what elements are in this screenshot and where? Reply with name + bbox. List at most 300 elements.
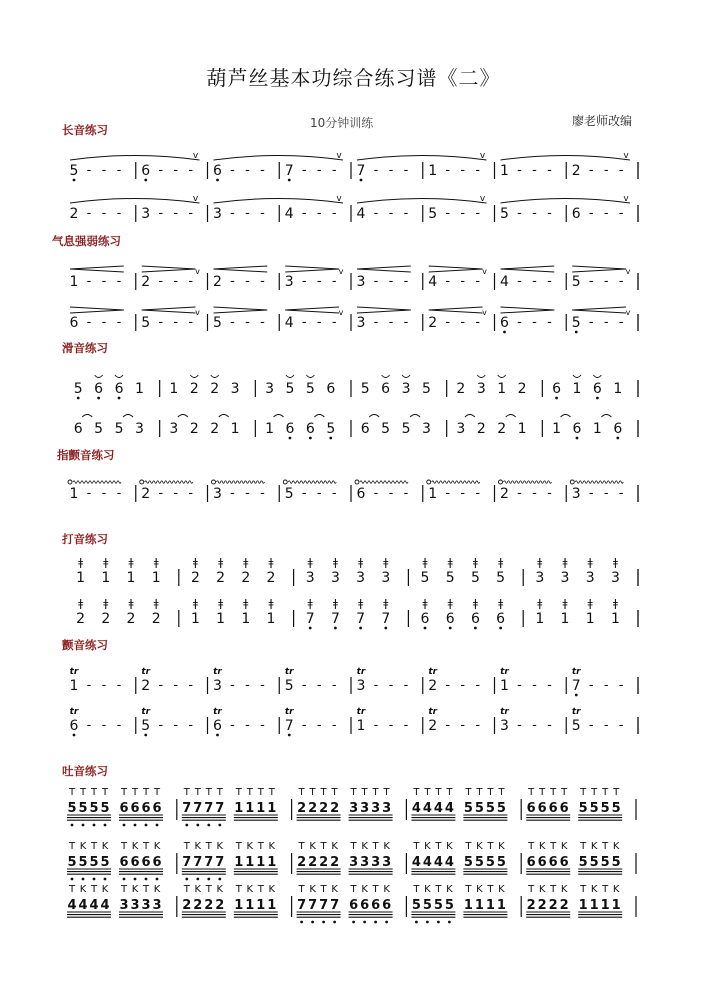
note: 1 <box>267 898 277 913</box>
note: 4 <box>422 801 432 816</box>
tap-mark: ǂ <box>612 556 618 569</box>
dash: - <box>158 678 164 693</box>
dash: - <box>532 315 537 330</box>
note: 2 <box>141 678 151 694</box>
trill-mark: tr <box>213 667 222 677</box>
note: 1 <box>600 898 610 913</box>
note: 4 <box>411 801 421 816</box>
note: 1 <box>69 678 79 694</box>
dash: - <box>547 718 552 733</box>
note: 5 <box>578 801 588 816</box>
note: 1 <box>76 570 86 586</box>
slide-mark <box>95 375 103 378</box>
note: 1 <box>610 611 620 627</box>
dash: - <box>475 718 481 733</box>
section-label-slide: 滑音练习 <box>62 341 108 355</box>
tongue-syllable: T <box>131 787 139 798</box>
note: 4 <box>433 801 443 816</box>
note: 2 <box>69 206 79 222</box>
low-octave-dot <box>218 878 221 881</box>
note: 2 <box>215 898 225 913</box>
note: 1 <box>69 486 79 502</box>
note: 6 <box>496 611 506 627</box>
dash: - <box>260 315 265 330</box>
dash: - <box>331 163 337 178</box>
trill-mark: tr <box>356 667 366 677</box>
note: 7 <box>356 163 366 179</box>
tongue-syllable: K <box>246 884 254 895</box>
note: 6 <box>305 421 315 437</box>
note: 5 <box>445 570 455 586</box>
dash: - <box>101 315 107 330</box>
dash: - <box>173 315 179 330</box>
note: 1 <box>613 381 623 397</box>
dash: - <box>373 486 379 501</box>
dash: - <box>460 678 466 693</box>
note: 1 <box>611 898 621 913</box>
dash: - <box>316 315 322 330</box>
note: 5 <box>401 421 411 437</box>
dash: - <box>532 678 537 693</box>
trill-mark: tr <box>284 667 294 677</box>
tongue-syllable: T <box>153 787 161 798</box>
dash: - <box>445 678 451 693</box>
note: 7 <box>182 855 192 870</box>
tongue-syllable: T <box>528 884 535 895</box>
low-octave-dot <box>77 397 80 400</box>
vibrato-mark <box>570 480 574 484</box>
note: 5 <box>444 898 454 913</box>
tap-mark: ǂ <box>383 556 389 569</box>
dash: - <box>388 678 394 693</box>
dynamics-hairpin <box>429 269 483 272</box>
note: 6 <box>119 855 129 870</box>
note: 1 <box>572 381 582 397</box>
tap-mark: ǂ <box>268 556 274 569</box>
breath-mark: v <box>336 151 342 161</box>
tongue-syllable: T <box>331 787 338 798</box>
tap-mark: ǂ <box>383 597 389 610</box>
dash: - <box>316 163 322 178</box>
slide-mark <box>402 375 410 378</box>
dash: - <box>173 486 179 501</box>
tap-mark: ǂ <box>307 556 313 569</box>
note: 2 <box>76 611 86 627</box>
dynamics-hairpin <box>501 266 555 269</box>
dash: - <box>475 206 481 221</box>
slide-mark <box>211 375 219 378</box>
tongue-syllable: T <box>350 841 357 852</box>
note: 1 <box>428 163 438 179</box>
dash: - <box>388 274 394 289</box>
tap-mark: ǂ <box>358 556 364 569</box>
tongue-syllable: T <box>413 841 420 852</box>
tongue-syllable: K <box>612 884 620 895</box>
note: 6 <box>526 855 536 870</box>
note: 1 <box>560 611 570 627</box>
tongue-syllable: T <box>561 787 568 798</box>
tongue-syllable: T <box>268 787 275 798</box>
dash: - <box>188 206 194 221</box>
dash: - <box>301 163 307 178</box>
note: 6 <box>73 421 83 437</box>
note: 6 <box>470 611 480 627</box>
tongue-syllable: T <box>550 884 557 895</box>
dash: - <box>547 274 552 289</box>
low-octave-dot <box>73 734 76 737</box>
note: 1 <box>256 855 266 870</box>
note: 6 <box>213 718 222 734</box>
dash: - <box>331 486 337 501</box>
note: 1 <box>69 274 79 290</box>
tongue-syllable: K <box>498 884 505 895</box>
low-octave-dot <box>333 921 336 924</box>
dynamics-hairpin <box>142 266 196 269</box>
note: 5 <box>411 898 421 913</box>
dash: - <box>116 206 122 221</box>
note: 1 <box>552 421 562 437</box>
note: 6 <box>285 421 295 437</box>
note: 4 <box>411 855 421 870</box>
note: 7 <box>356 611 366 627</box>
note: 1 <box>517 421 527 437</box>
note: 2 <box>151 611 161 627</box>
note: 5 <box>360 381 370 397</box>
note: 6 <box>130 801 140 816</box>
note: 1 <box>267 801 277 816</box>
trill-mark: tr <box>213 707 222 717</box>
note: 1 <box>535 611 545 627</box>
dynamics-hairpin <box>142 310 196 313</box>
note: 2 <box>193 898 203 913</box>
dash: - <box>245 718 250 733</box>
note: 7 <box>284 163 294 179</box>
dash: - <box>403 274 409 289</box>
note: 1 <box>356 718 366 734</box>
dynamics-hairpin <box>285 307 339 310</box>
dash: - <box>460 315 466 330</box>
low-octave-dot <box>289 437 292 440</box>
tongue-syllable: T <box>350 884 357 895</box>
note: 3 <box>356 274 366 290</box>
dash: - <box>230 678 235 693</box>
dash: - <box>403 718 409 733</box>
dash: - <box>116 486 122 501</box>
note: 7 <box>204 801 214 816</box>
low-octave-dot <box>134 824 137 827</box>
note: 2 <box>319 801 329 816</box>
tap-mark: ǂ <box>562 597 568 610</box>
note: 2 <box>297 801 307 816</box>
note: 5 <box>589 855 599 870</box>
low-octave-dot <box>596 397 599 400</box>
tongue-syllable: K <box>361 841 368 852</box>
dash: - <box>158 274 164 289</box>
dash: - <box>517 315 522 330</box>
dash: - <box>532 274 537 289</box>
tongue-syllable: T <box>320 787 327 798</box>
dash: - <box>547 206 552 221</box>
dash: - <box>618 274 624 289</box>
tongue-syllable: T <box>372 787 379 798</box>
dash: - <box>532 163 537 178</box>
dash: - <box>116 678 122 693</box>
dash: - <box>460 206 466 221</box>
note: 3 <box>130 898 140 913</box>
low-octave-dot <box>134 878 137 881</box>
tongue-syllable: T <box>90 841 98 852</box>
note: 3 <box>371 801 381 816</box>
dash: - <box>532 206 537 221</box>
tongue-syllable: K <box>361 884 368 895</box>
dynamics-hairpin <box>501 307 555 310</box>
dash: - <box>230 163 235 178</box>
low-octave-dot <box>555 397 558 400</box>
dash: - <box>116 315 122 330</box>
low-octave-dot <box>156 878 159 881</box>
tongue-syllable: T <box>235 787 242 798</box>
note: 2 <box>204 898 214 913</box>
low-octave-dot <box>218 824 221 827</box>
dash: - <box>260 163 265 178</box>
dash: - <box>373 718 379 733</box>
note: 6 <box>94 381 104 397</box>
note: 5 <box>611 855 621 870</box>
tongue-syllable: T <box>350 787 357 798</box>
dash: - <box>373 315 379 330</box>
note: 2 <box>330 855 340 870</box>
dash: - <box>403 678 409 693</box>
note: 5 <box>500 206 509 222</box>
note: 6 <box>114 381 124 397</box>
tap-mark: ǂ <box>537 597 543 610</box>
low-octave-dot <box>82 878 85 881</box>
dash: - <box>101 274 107 289</box>
tongue-syllable: T <box>361 787 368 798</box>
tongue-syllable: T <box>476 787 483 798</box>
dash: - <box>173 274 179 289</box>
dash: - <box>188 678 194 693</box>
tongue-syllable: T <box>194 787 201 798</box>
dash: - <box>316 718 322 733</box>
note: 4 <box>444 801 454 816</box>
note: 6 <box>141 163 151 179</box>
note: 4 <box>89 898 99 913</box>
subtitle: 10分钟训练 <box>310 116 374 130</box>
low-octave-dot <box>93 878 96 881</box>
note: 4 <box>100 898 110 913</box>
note: 5 <box>474 855 484 870</box>
note: 6 <box>141 801 151 816</box>
low-octave-dot <box>322 921 325 924</box>
tongue-syllable: T <box>435 884 442 895</box>
dash: - <box>445 315 451 330</box>
note: 1 <box>234 898 244 913</box>
note: 5 <box>326 421 336 437</box>
dash: - <box>388 163 394 178</box>
tongue-syllable: T <box>487 884 494 895</box>
tongue-syllable: T <box>465 787 472 798</box>
trill-mark: tr <box>571 707 581 717</box>
dash: - <box>86 274 92 289</box>
note: 5 <box>67 801 77 816</box>
dash: - <box>475 274 481 289</box>
dash: - <box>618 678 624 693</box>
note: 3 <box>141 898 151 913</box>
dash: - <box>547 486 552 501</box>
note: 7 <box>330 611 340 627</box>
note: 6 <box>537 801 547 816</box>
note: 6 <box>152 855 162 870</box>
tap-mark: ǂ <box>422 556 428 569</box>
note: 5 <box>611 801 621 816</box>
note: 3 <box>141 206 151 222</box>
dynamics-hairpin <box>214 310 268 313</box>
note: 2 <box>213 274 222 290</box>
dash: - <box>618 163 624 178</box>
note: 3 <box>134 421 144 437</box>
low-octave-dot <box>196 824 199 827</box>
tongue-syllable: T <box>257 787 264 798</box>
note: 1 <box>267 855 277 870</box>
note: 1 <box>578 898 588 913</box>
tap-mark: ǂ <box>472 597 478 610</box>
breath-mark: v <box>195 267 200 276</box>
low-octave-dot <box>156 824 159 827</box>
low-octave-dot <box>334 627 337 630</box>
dash: - <box>245 206 250 221</box>
slide-mark <box>573 375 581 378</box>
slur <box>70 199 200 204</box>
dash: - <box>460 163 466 178</box>
trill-mark: tr <box>571 667 581 677</box>
section-label-trill: 颤音练习 <box>62 638 108 652</box>
note: 6 <box>420 611 430 627</box>
trill-mark: tr <box>69 667 79 677</box>
dash: - <box>373 274 379 289</box>
dynamics-hairpin <box>501 269 555 272</box>
tongue-syllable: T <box>142 841 150 852</box>
low-octave-dot <box>448 921 451 924</box>
dynamics-hairpin <box>572 269 626 272</box>
slide-mark <box>314 415 324 418</box>
note: 6 <box>559 801 569 816</box>
slide-mark <box>601 415 611 418</box>
dynamics-hairpin <box>572 310 626 313</box>
tap-mark: ǂ <box>332 597 338 610</box>
breath-mark: v <box>479 151 486 161</box>
dash: - <box>331 206 337 221</box>
tap-mark: ǂ <box>472 556 478 569</box>
slide-mark <box>123 415 133 418</box>
vibrato-mark <box>68 480 72 484</box>
dash: - <box>588 315 594 330</box>
dynamics-hairpin <box>70 307 124 310</box>
note: 3 <box>382 855 392 870</box>
note: 3 <box>169 421 179 437</box>
note: 7 <box>215 801 225 816</box>
tap-mark: ǂ <box>498 597 504 610</box>
vibrato-line <box>575 481 623 484</box>
tongue-syllable: K <box>560 841 568 852</box>
note: 3 <box>500 718 509 734</box>
tongue-syllable: K <box>268 841 276 852</box>
note: 1 <box>463 898 473 913</box>
tongue-syllable: K <box>131 841 139 852</box>
tongue-syllable: T <box>550 787 557 798</box>
note: 2 <box>319 855 329 870</box>
note: 5 <box>100 855 110 870</box>
low-octave-dot <box>123 878 126 881</box>
note: 6 <box>326 381 336 397</box>
note: 5 <box>474 801 484 816</box>
note: 1 <box>126 570 136 586</box>
dynamics-hairpin <box>285 269 339 272</box>
low-octave-dot <box>97 397 100 400</box>
breath-mark: v <box>192 194 199 204</box>
tongue-syllable: T <box>79 787 87 798</box>
dash: - <box>86 718 92 733</box>
note: 7 <box>297 898 307 913</box>
dash: - <box>301 274 307 289</box>
slide-mark <box>306 375 314 378</box>
note: 5 <box>578 855 588 870</box>
dash: - <box>603 678 609 693</box>
tap-mark: ǂ <box>243 556 249 569</box>
note: 6 <box>552 381 562 397</box>
page-title: 葫芦丝基本功综合练习谱《二》 <box>206 66 501 90</box>
tongue-syllable: T <box>465 841 472 852</box>
vibrato-line <box>73 481 121 484</box>
vibrato-line <box>217 481 265 484</box>
slide-mark <box>465 415 475 418</box>
tongue-syllable: T <box>68 884 76 895</box>
trill-mark: tr <box>69 707 79 717</box>
low-octave-dot <box>118 397 121 400</box>
low-octave-dot <box>309 437 312 440</box>
note: 7 <box>330 898 340 913</box>
note: 2 <box>241 570 251 586</box>
note: 6 <box>360 898 370 913</box>
note: 4 <box>444 855 454 870</box>
slide-mark <box>382 375 390 378</box>
dash: - <box>101 718 107 733</box>
tap-mark: ǂ <box>612 597 618 610</box>
dash: - <box>475 486 481 501</box>
dash: - <box>475 163 481 178</box>
note: 6 <box>141 855 151 870</box>
tap-mark: ǂ <box>153 597 159 610</box>
breath-mark: v <box>192 151 199 161</box>
dash: - <box>460 486 466 501</box>
low-octave-dot <box>360 179 363 182</box>
dash: - <box>86 315 92 330</box>
note: 5 <box>485 801 495 816</box>
note: 6 <box>356 486 366 502</box>
section-label-tap: 打音练习 <box>62 532 108 546</box>
tap-mark: ǂ <box>128 556 134 569</box>
dash: - <box>301 718 307 733</box>
note: 4 <box>428 274 438 290</box>
low-octave-dot <box>196 878 199 881</box>
note: 5 <box>433 898 443 913</box>
breath-mark: v <box>195 308 200 317</box>
tongue-syllable: T <box>120 841 128 852</box>
tongue-syllable: T <box>372 841 379 852</box>
dash: - <box>588 163 594 178</box>
tongue-syllable: T <box>257 841 264 852</box>
tap-mark: ǂ <box>562 556 568 569</box>
